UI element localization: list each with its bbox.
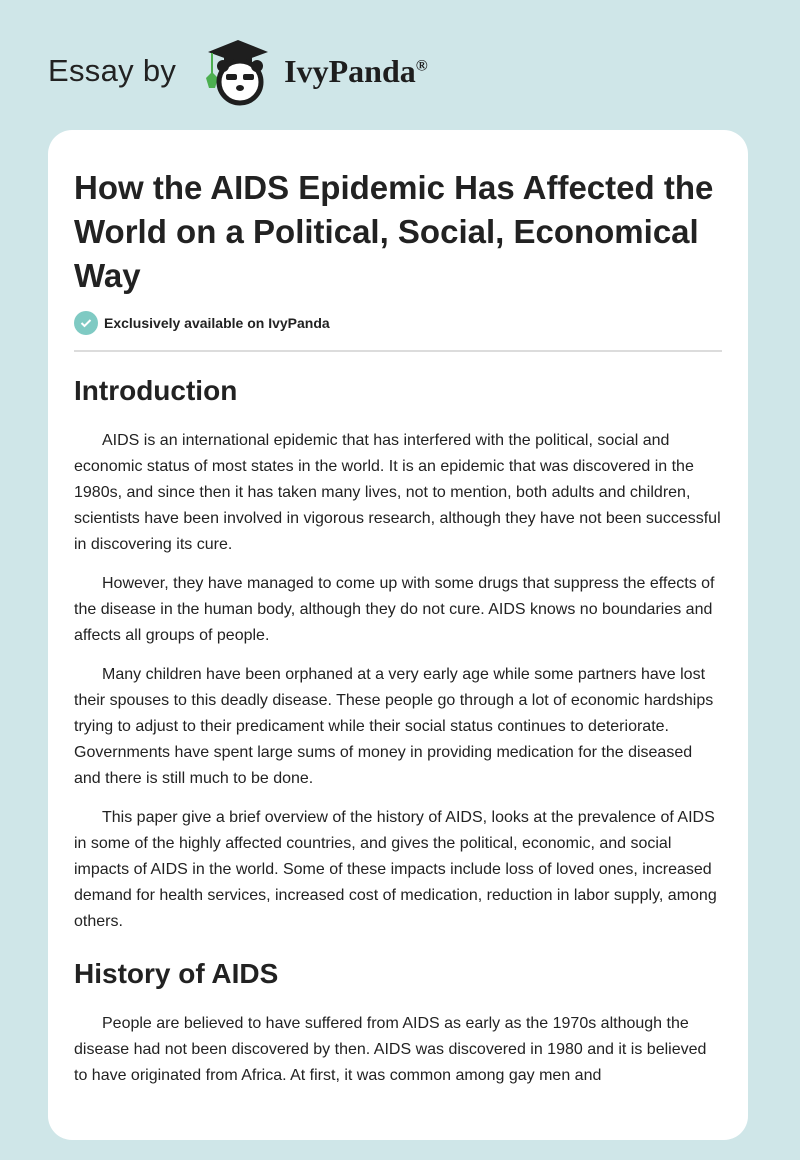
paragraph: AIDS is an international epidemic that has interfered with the political, social and economic status of most states in the world. It is an epidemic that was discovered in the 1980s, and since then it has taken many lives, not to mention, both adults and children, scientists have been involved in vigorous research, although they have not been successful in discovering its cure. <box>74 432 721 553</box>
brand-name <box>284 53 428 90</box>
paragraph: People are believed to have suffered from AIDS as early as the 1970s although the disease had not been discovered by then. AIDS was discovered in 1980 and it is believed to have originated from Africa. At first, it was common among gay men and <box>74 1015 707 1084</box>
registered-mark: ® <box>415 56 428 74</box>
essay-by-label: Essay by <box>48 53 177 88</box>
section-heading: History of AIDS <box>74 958 279 989</box>
essay-card <box>48 130 748 1140</box>
ivypanda-logo-icon[interactable] <box>196 36 280 106</box>
brand-text: IvyPanda <box>284 52 416 89</box>
divider <box>74 350 722 352</box>
section-heading: Introduction <box>74 375 238 406</box>
exclusive-label: Exclusively available on IvyPanda <box>104 315 330 331</box>
exclusive-badge <box>74 310 722 336</box>
paragraph: Many children have been orphaned at a very early age while some partners have lost their spouses to this deadly disease. These people go through a lot of economic hardships trying to adjust to their predicament while their social status continues to deteriorate. Governments have spent large sums of money in providing medication for the diseased and there is still much to be done. <box>74 666 714 787</box>
paragraph: This paper give a brief overview of the history of AIDS, looks at the prevalence of AIDS in some of the highly affected countries, and gives the political, economic, and social impacts of AIDS in the world. Some of these impacts include loss of loved ones, increased demand for health services, increased cost of medication, reduction in labor supply, among others. <box>74 809 717 930</box>
site-header <box>48 36 428 106</box>
check-icon <box>74 311 98 335</box>
paragraph: However, they have managed to come up with some drugs that suppress the effects of the disease in the human body, although they do not cure. AIDS knows no boundaries and affects all groups of people. <box>74 575 715 644</box>
essay-title: How the AIDS Epidemic Has Affected the World on a Political, Social, Economical Way <box>74 169 714 294</box>
